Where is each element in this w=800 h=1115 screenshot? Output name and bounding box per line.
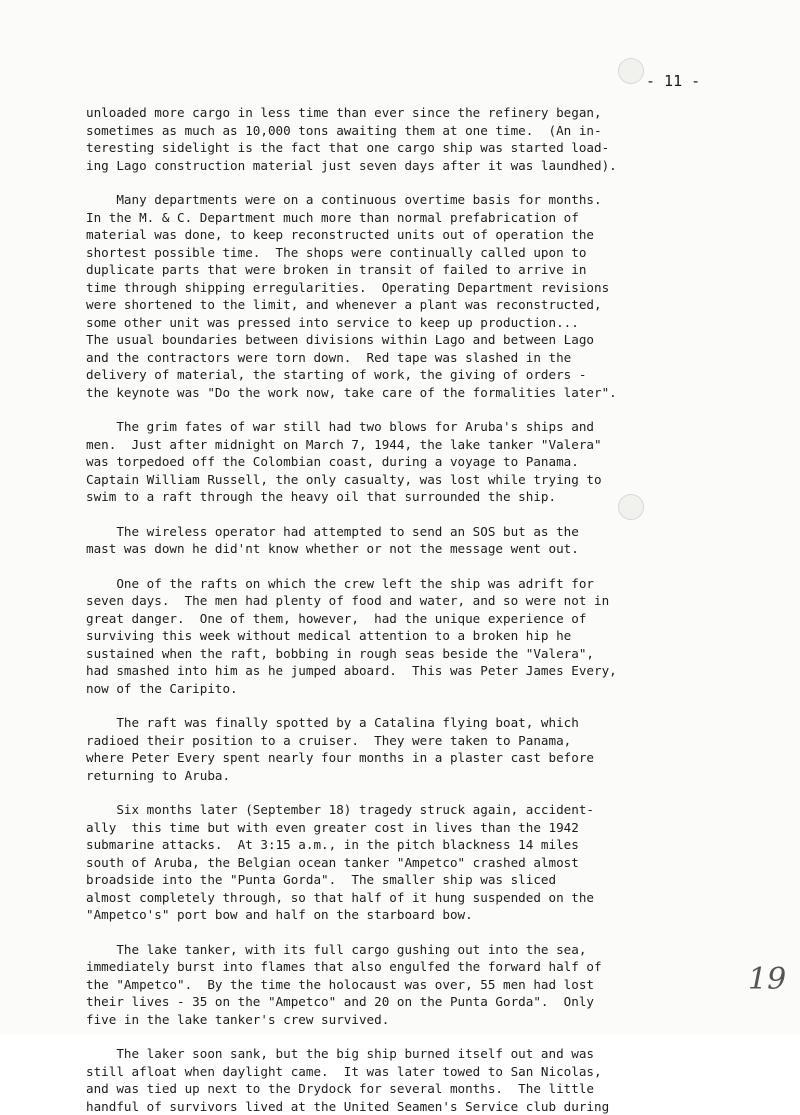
- text-line: almost completely through, so that half of it hung suspended on the: [86, 889, 746, 907]
- text-line: now of the Caripito.: [86, 680, 746, 698]
- paragraph: [86, 523, 746, 558]
- text-line: ing Lago construction material just seven days after it was laundhed).: [86, 157, 746, 175]
- paragraph: [86, 801, 746, 924]
- text-line: was torpedoed off the Colombian coast, during a voyage to Panama.: [86, 453, 746, 471]
- paragraph-gap: [86, 506, 746, 523]
- text-line: radioed their position to a cruiser. They were taken to Panama,: [86, 732, 746, 750]
- text-line: teresting sidelight is the fact that one cargo ship was started load-: [86, 139, 746, 157]
- text-line: sustained when the raft, bobbing in rough seas beside the "Valera",: [86, 645, 746, 663]
- typed-text-body: [86, 104, 746, 1115]
- text-line: duplicate parts that were broken in transit of failed to arrive in: [86, 261, 746, 279]
- page-number: - 11 -: [646, 72, 700, 90]
- text-line: their lives - 35 on the "Ampetco" and 20 on the Punta Gorda". Only: [86, 993, 746, 1011]
- text-line: The laker soon sank, but the big ship burned itself out and was: [86, 1045, 746, 1063]
- paragraph-gap: [86, 174, 746, 191]
- text-line: broadside into the "Punta Gorda". The smaller ship was sliced: [86, 871, 746, 889]
- text-line: and was tied up next to the Drydock for several months. The little: [86, 1080, 746, 1098]
- text-line: Many departments were on a continuous overtime basis for months.: [86, 191, 746, 209]
- text-line: immediately burst into flames that also engulfed the forward half of: [86, 958, 746, 976]
- text-line: "Ampetco's" port bow and half on the starboard bow.: [86, 906, 746, 924]
- text-line: were shortened to the limit, and whenever a plant was reconstructed,: [86, 296, 746, 314]
- text-line: Captain William Russell, the only casualty, was lost while trying to: [86, 471, 746, 489]
- text-line: seven days. The men had plenty of food and water, and so were not in: [86, 592, 746, 610]
- text-line: delivery of material, the starting of work, the giving of orders -: [86, 366, 746, 384]
- text-line: surviving this week without medical attention to a broken hip he: [86, 627, 746, 645]
- text-line: mast was down he did'nt know whether or not the message went out.: [86, 540, 746, 558]
- paragraph-gap: [86, 558, 746, 575]
- text-line: sometimes as much as 10,000 tons awaiting them at one time. (An in-: [86, 122, 746, 140]
- text-line: some other unit was pressed into service to keep up production...: [86, 314, 746, 332]
- paragraph: [86, 1045, 746, 1115]
- paragraph-gap: [86, 1028, 746, 1045]
- text-line: five in the lake tanker's crew survived.: [86, 1011, 746, 1029]
- text-line: ally this time but with even greater cost in lives than the 1942: [86, 819, 746, 837]
- text-line: One of the rafts on which the crew left the ship was adrift for: [86, 575, 746, 593]
- text-line: submarine attacks. At 3:15 a.m., in the pitch blackness 14 miles: [86, 836, 746, 854]
- text-line: handful of survivors lived at the United Seamen's Service club during: [86, 1098, 746, 1115]
- text-line: the keynote was "Do the work now, take care of the formalities later".: [86, 384, 746, 402]
- text-line: and the contractors were torn down. Red tape was slashed in the: [86, 349, 746, 367]
- paragraph-gap: [86, 401, 746, 418]
- binder-hole: [618, 58, 644, 84]
- text-line: where Peter Every spent nearly four months in a plaster cast before: [86, 749, 746, 767]
- text-line: The wireless operator had attempted to send an SOS but as the: [86, 523, 746, 541]
- text-line: The lake tanker, with its full cargo gushing out into the sea,: [86, 941, 746, 959]
- text-line: Six months later (September 18) tragedy struck again, accident-: [86, 801, 746, 819]
- text-line: The grim fates of war still had two blows for Aruba's ships and: [86, 418, 746, 436]
- paragraph: [86, 714, 746, 784]
- text-line: shortest possible time. The shops were continually called upon to: [86, 244, 746, 262]
- paragraph-gap: [86, 697, 746, 714]
- paragraph: [86, 191, 746, 401]
- text-line: had smashed into him as he jumped aboard. This was Peter James Every,: [86, 662, 746, 680]
- paragraph: [86, 941, 746, 1029]
- text-line: returning to Aruba.: [86, 767, 746, 785]
- handwritten-page-note: 19: [748, 962, 786, 997]
- paragraph: [86, 104, 746, 174]
- paragraph-gap: [86, 924, 746, 941]
- text-line: men. Just after midnight on March 7, 1944, the lake tanker "Valera": [86, 436, 746, 454]
- paragraph: [86, 418, 746, 506]
- text-line: In the M. & C. Department much more than normal prefabrication of: [86, 209, 746, 227]
- text-line: the "Ampetco". By the time the holocaust was over, 55 men had lost: [86, 976, 746, 994]
- text-line: great danger. One of them, however, had the unique experience of: [86, 610, 746, 628]
- paragraph: [86, 575, 746, 698]
- text-line: swim to a raft through the heavy oil that surrounded the ship.: [86, 488, 746, 506]
- text-line: The raft was finally spotted by a Catalina flying boat, which: [86, 714, 746, 732]
- text-line: time through shipping erregularities. Operating Department revisions: [86, 279, 746, 297]
- text-line: material was done, to keep reconstructed units out of operation the: [86, 226, 746, 244]
- text-line: still afloat when daylight came. It was later towed to San Nicolas,: [86, 1063, 746, 1081]
- paragraph-gap: [86, 784, 746, 801]
- text-line: unloaded more cargo in less time than ever since the refinery began,: [86, 104, 746, 122]
- text-line: The usual boundaries between divisions within Lago and between Lago: [86, 331, 746, 349]
- text-line: south of Aruba, the Belgian ocean tanker "Ampetco" crashed almost: [86, 854, 746, 872]
